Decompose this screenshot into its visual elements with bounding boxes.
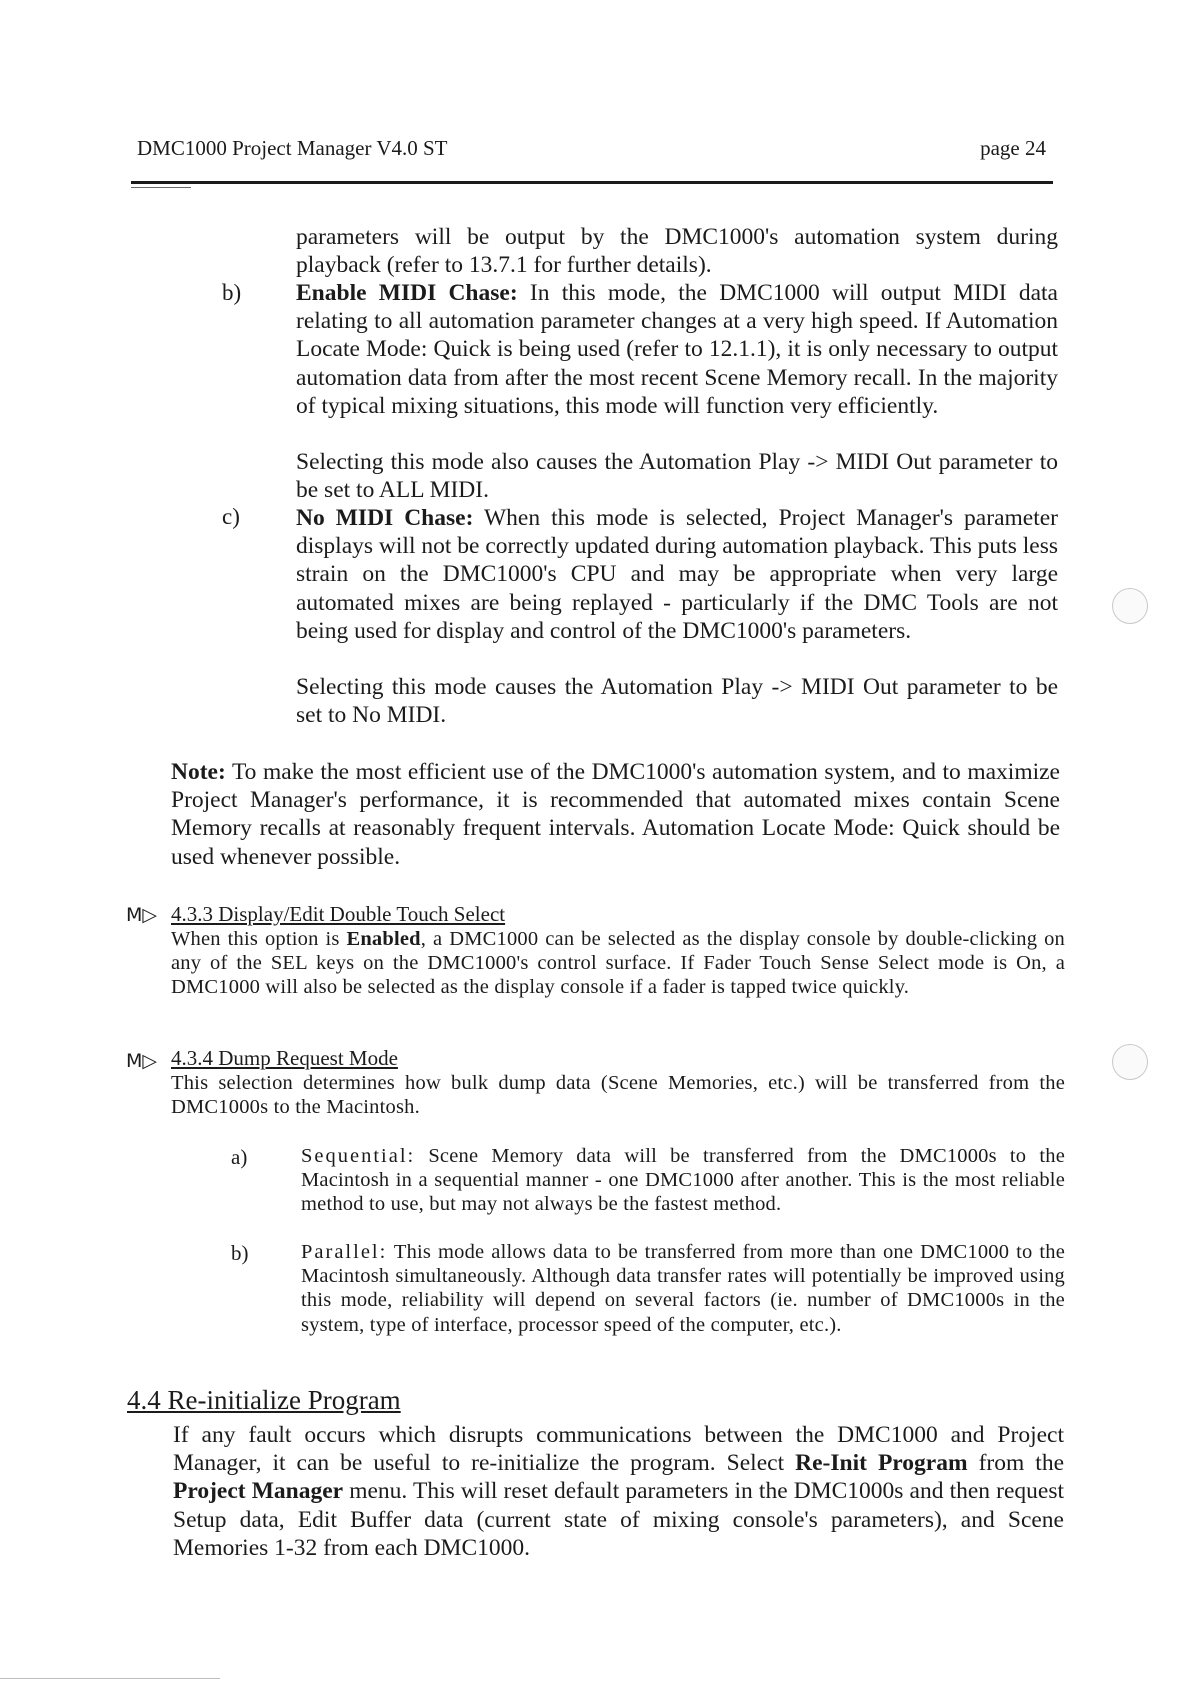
section-44-text-b: from the xyxy=(967,1450,1064,1477)
item-b-term: Enable MIDI Chase: xyxy=(296,280,518,306)
item-c-term: No MIDI Chase: xyxy=(296,505,474,531)
page-number: page 24 xyxy=(980,136,1046,160)
parallel-term: Parallel: xyxy=(301,1241,388,1263)
item-c-label: c) xyxy=(222,504,240,529)
subsection-heading-433: 4.3.3 Display/Edit Double Touch Select xyxy=(171,902,506,926)
item-b-text: In this mode, the DMC1000 will output MIDI data relating to all automation parameter changes at a very high speed. If Automation Locate Mode: Quick is being used (refer to 12.1.1), it is only necessary to output automation data from after the most recent Scene Memory recall. In the majority of typical mixing situations, this mode will function very efficiently. xyxy=(296,280,1058,419)
note-label: Note: xyxy=(171,759,226,785)
subsection-433-text-b: , a DMC1000 can be selected as the display console by double-clicking on any of the SEL keys on the DMC1000's control surface. If Fader Touch Sense Select mode is On, a DMC1000 will also be selected as the display console if a fader is tapped twice quickly. xyxy=(171,928,1065,999)
punch-hole xyxy=(1112,588,1148,624)
subsection-433-emph: Enabled xyxy=(346,928,421,950)
subsection-433-text-a: When this option is xyxy=(171,928,347,950)
sequential-text: Scene Memory data will be transferred from the DMC1000s to the Macintosh in a sequential manner - one DMC1000 after another. This is the most reliable method to use, but may not always be the fastest method. xyxy=(301,1145,1065,1216)
section-44-text-c: menu. This will reset default parameters in the DMC1000s and then request Setup data, Edit Buffer data (current state of mixing console's parameters), and Scene Memories 1-32 from each DMC1000. xyxy=(173,1478,1064,1561)
header-rule xyxy=(131,181,1053,184)
sequential-term: Sequential: xyxy=(301,1145,416,1167)
section-44-text-a: If any fault occurs which disrupts communications between the DMC1000 and Project Manager, it can be useful to re-initialize the program. Select xyxy=(173,1422,1064,1477)
item-b-label-2: b) xyxy=(231,1241,249,1265)
m-marker-icon: M▷ xyxy=(126,904,158,926)
note-text: To make the most efficient use of the DMC1000's automation system, and to maximize Project Manager's performance, it is recommended that automated mixes contain Scene Memory recalls at reasonably frequent intervals. Automation Locate Mode: Quick should be used whenever possible. xyxy=(171,759,1060,870)
item-c-paragraph-2: Selecting this mode causes the Automation Play -> MIDI Out parameter to be set to No MIDI. xyxy=(296,674,1058,729)
item-c-text: When this mode is selected, Project Manager's parameter displays will not be correctly updated during automation playback. This puts less strain on the DMC1000's CPU and may be appropriate when very large automated mixes are being replayed - particularly if the DMC Tools are not being used for display and control of the DMC1000's parameters. xyxy=(296,505,1058,644)
subsection-heading-434: 4.3.4 Dump Request Mode xyxy=(171,1046,398,1070)
sequential-paragraph xyxy=(301,1144,1065,1217)
continuation-paragraph: parameters will be output by the DMC1000's automation system during playback (refer to 13.7.1 for further details). xyxy=(296,224,1058,279)
header-title: DMC1000 Project Manager V4.0 ST xyxy=(137,136,448,160)
subsection-433-paragraph xyxy=(171,927,1065,1000)
project-manager-emph: Project Manager xyxy=(173,1478,344,1505)
section-44-paragraph xyxy=(173,1421,1064,1562)
item-a-label: a) xyxy=(231,1145,248,1169)
subsection-434-paragraph: This selection determines how bulk dump data (Scene Memories, etc.) will be transferred from the DMC1000s to the Macintosh. xyxy=(171,1072,1065,1119)
item-b-paragraph-2: Selecting this mode also causes the Automation Play -> MIDI Out parameter to be set to ALL MIDI. xyxy=(296,449,1058,504)
section-heading-44: 4.4 Re-initialize Program xyxy=(127,1385,401,1415)
header-rule-accent xyxy=(131,187,191,188)
re-init-program-emph: Re-Init Program xyxy=(795,1450,968,1477)
note-paragraph xyxy=(171,758,1060,871)
m-marker-icon: M▷ xyxy=(126,1050,158,1072)
item-c-paragraph xyxy=(296,504,1058,645)
item-b-paragraph xyxy=(296,279,1058,420)
punch-hole xyxy=(1112,1044,1148,1080)
item-b-label: b) xyxy=(222,280,242,305)
parallel-paragraph xyxy=(301,1240,1065,1337)
parallel-text: This mode allows data to be transferred from more than one DMC1000 to the Macintosh simultaneously. Although data transfer rates will potentially be improved using this mode, reliability will depend on several factors (ie. number of DMC1000s in the system, type of interface, processor speed of the computer, etc.). xyxy=(301,1241,1065,1336)
bottom-edge-line xyxy=(0,1678,220,1679)
